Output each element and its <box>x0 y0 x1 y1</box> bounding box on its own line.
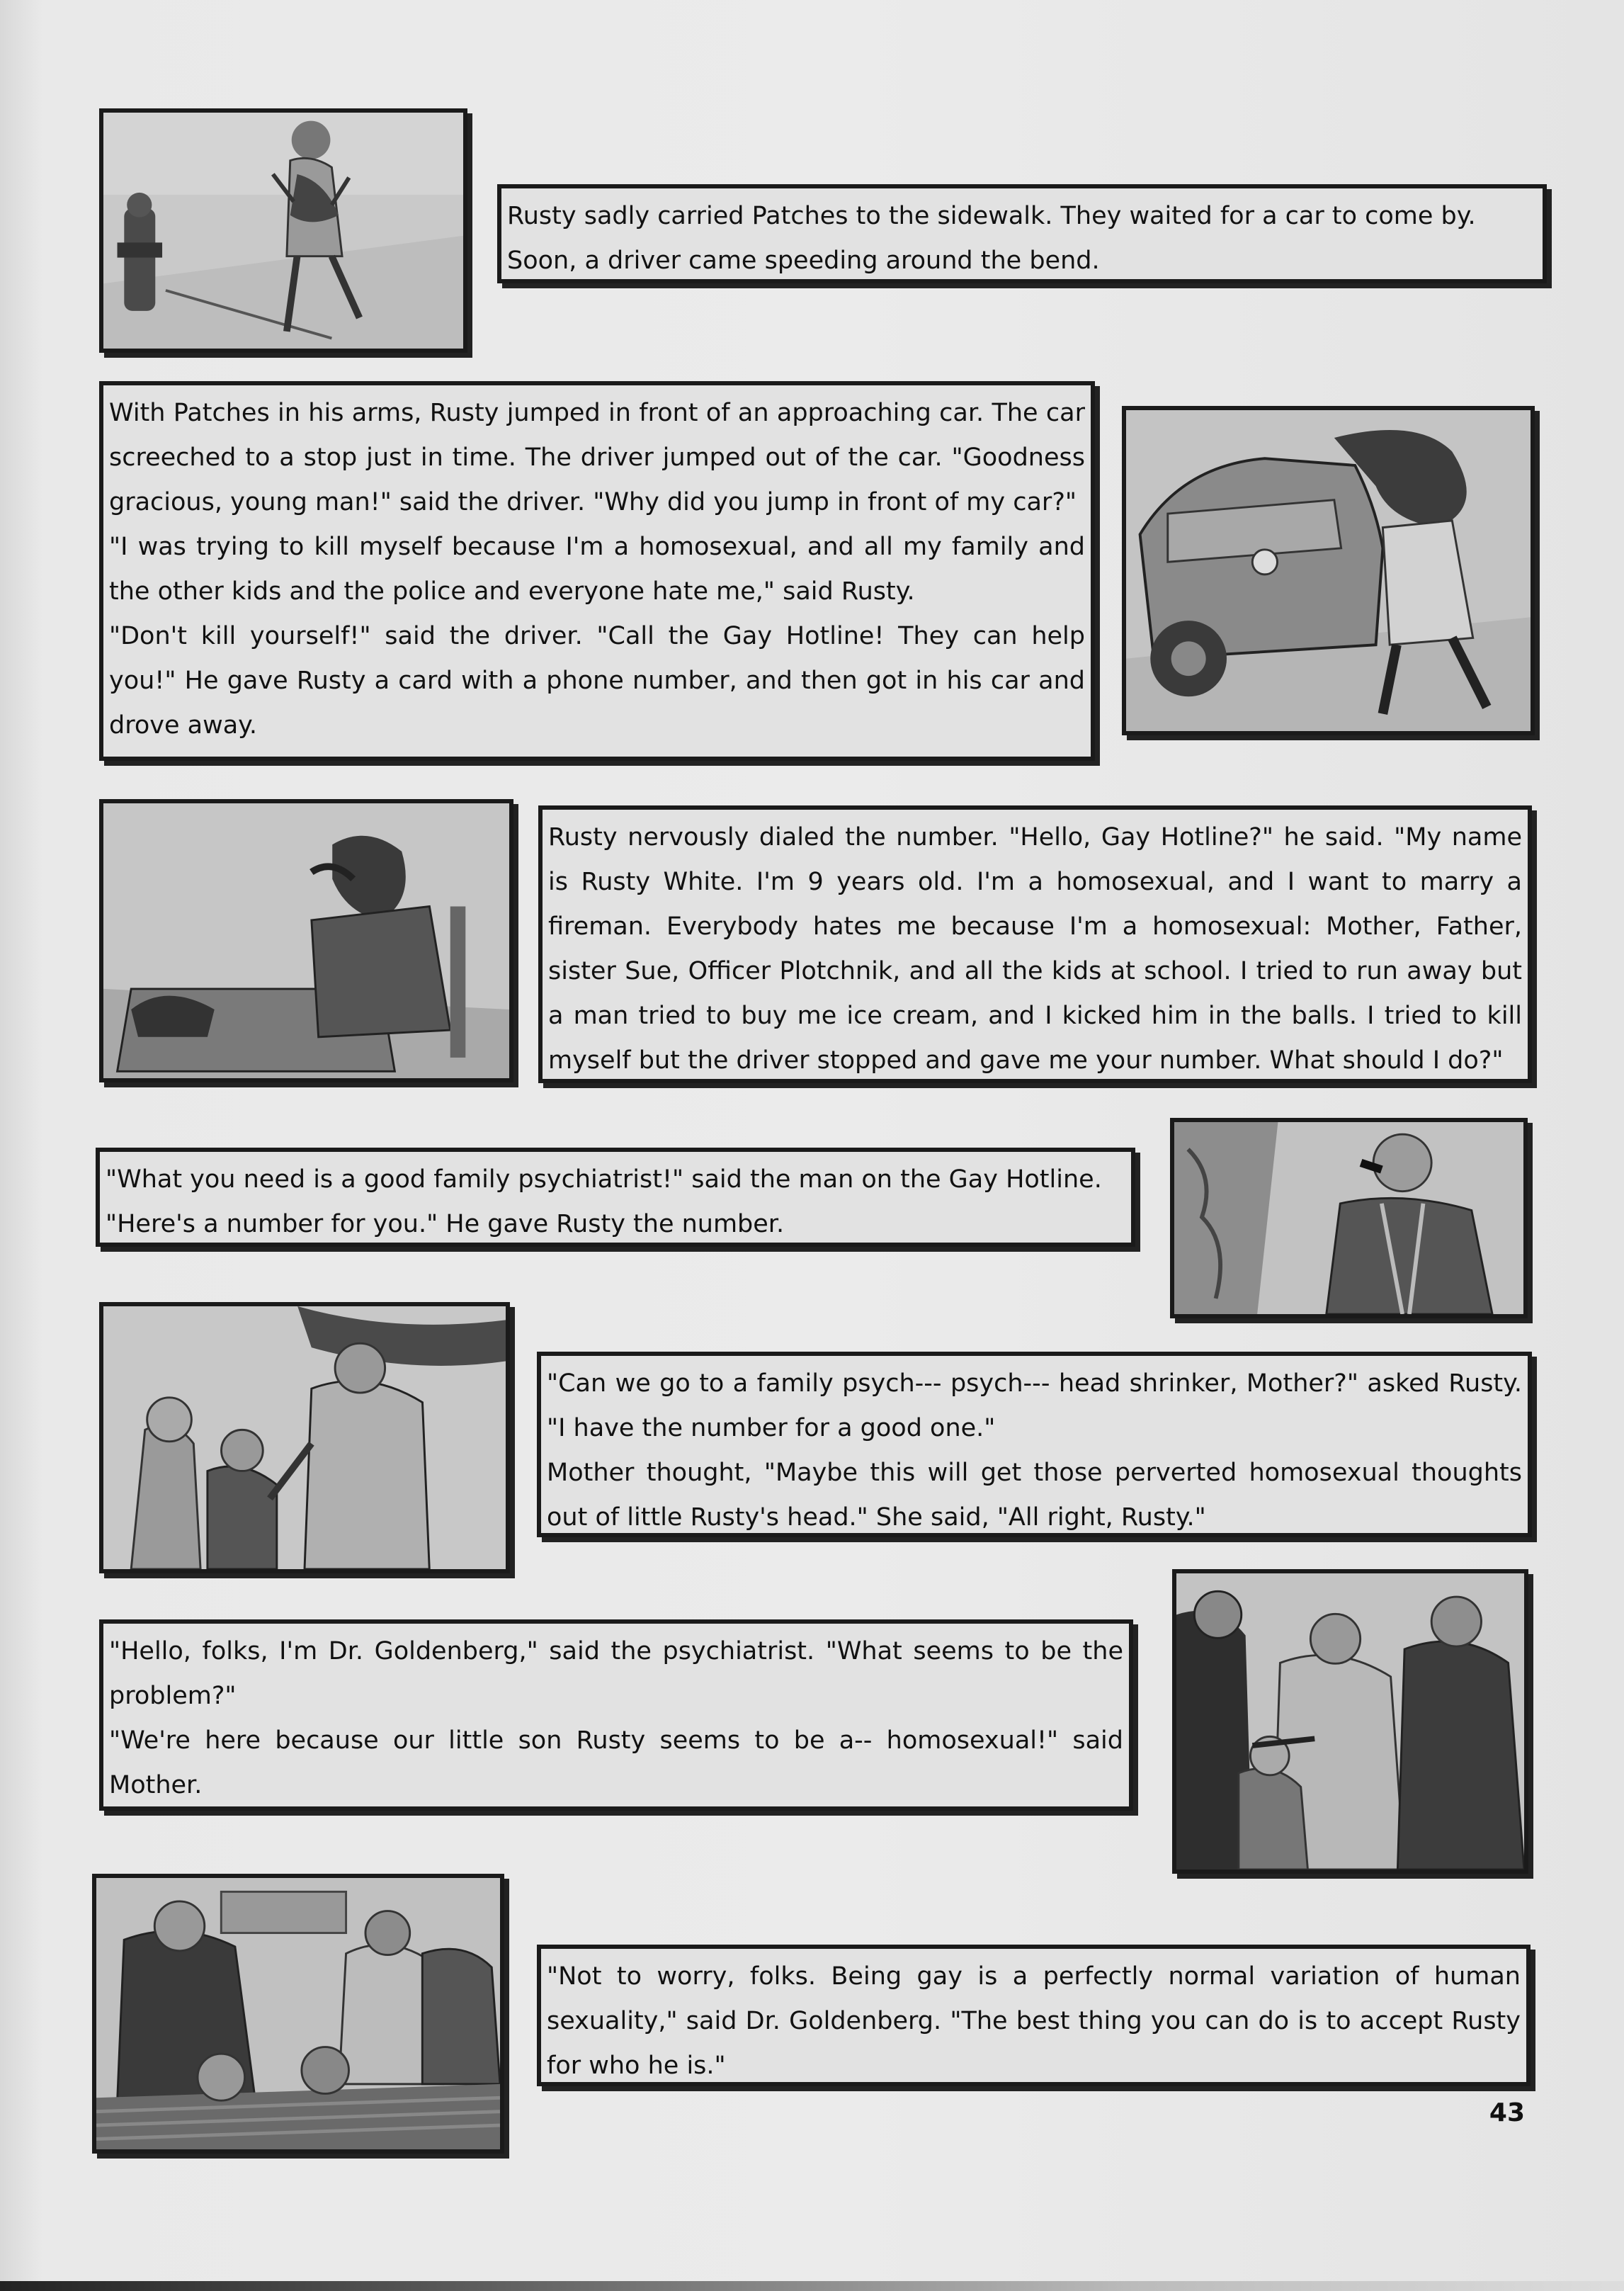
illustration-car-and-boy <box>1122 406 1535 735</box>
illustration-boy-carrying-dog <box>99 108 467 353</box>
illustration-doctor-consultation <box>92 1874 504 2154</box>
caption-paragraph: Rusty sadly carried Patches to the sidewalk. They waited for a car to come by. Soon, a driver came speeding around the bend. <box>507 202 1476 275</box>
illustration-man-on-phone <box>1170 1118 1528 1318</box>
caption-box-1 <box>497 184 1547 283</box>
caption-paragraph: Rusty nervously dialed the number. "Hello, Gay Hotline?" he said. "My name is Rusty White. I'm 9 years old. I'm a homosexual, and I want to marry a fireman. Everybody hates me because I'm a homosexual: Mother, Father, sister Sue, Officer Plotchnik, and all the kids at school. I tried to run away but a man tried to buy me ice cream, and I kicked him in the balls. I tried to kill myself but the driver stopped and gave me your number. What should I do?" <box>548 823 1522 1075</box>
page-edge-shadow <box>0 2281 1624 2291</box>
caption-paragraph: "Hello, folks, I'm Dr. Goldenberg," said the psychiatrist. "What seems to be the problem?" <box>109 1637 1123 1710</box>
caption-box-7 <box>537 1945 1531 2086</box>
caption-paragraph: With Patches in his arms, Rusty jumped in front of an approaching car. The car screeched to a stop just in time. The driver jumped out of the car. "Goodness gracious, young man!" said the driver. "Why did you jump in front of my car?" <box>109 399 1085 516</box>
illustration-family-greeting-doctor <box>1172 1569 1528 1874</box>
caption-box-2 <box>99 381 1095 761</box>
caption-paragraph: "What you need is a good family psychiatrist!" said the man on the Gay Hotline. <box>106 1165 1102 1194</box>
caption-paragraph: Mother thought, "Maybe this will get those perverted homosexual thoughts out of little Rusty's head." She said, "All right, Rusty." <box>547 1459 1522 1532</box>
caption-paragraph: "Can we go to a family psych--- psych--- head shrinker, Mother?" asked Rusty. "I have the number for a good one." <box>547 1369 1522 1442</box>
caption-box-5 <box>537 1352 1532 1537</box>
caption-paragraph: "Here's a number for you." He gave Rusty the number. <box>106 1210 785 1238</box>
caption-paragraph: "Don't kill yourself!" said the driver. "Call the Gay Hotline! They can help you!" He gave Rusty a card with a phone number, and then got in his car and drove away. <box>109 622 1085 740</box>
caption-paragraph: "We're here because our little son Rusty seems to be a-- homosexual!" said Mother. <box>109 1726 1123 1799</box>
caption-box-3 <box>538 805 1532 1083</box>
illustration-boy-on-phone <box>99 799 513 1082</box>
caption-paragraph: "Not to worry, folks. Being gay is a perfectly normal variation of human sexuality," said Dr. Goldenberg. "The best thing you can do is to accept Rusty for who he is." <box>547 1962 1521 2080</box>
illustration-mother-and-children <box>99 1302 510 1573</box>
caption-paragraph: "I was trying to kill myself because I'm a homosexual, and all my family and the other kids and the police and everyone hate me," said Rusty. <box>109 533 1085 606</box>
caption-box-4 <box>96 1148 1135 1247</box>
caption-box-6 <box>99 1619 1133 1811</box>
page-number: 43 <box>1489 2098 1525 2127</box>
